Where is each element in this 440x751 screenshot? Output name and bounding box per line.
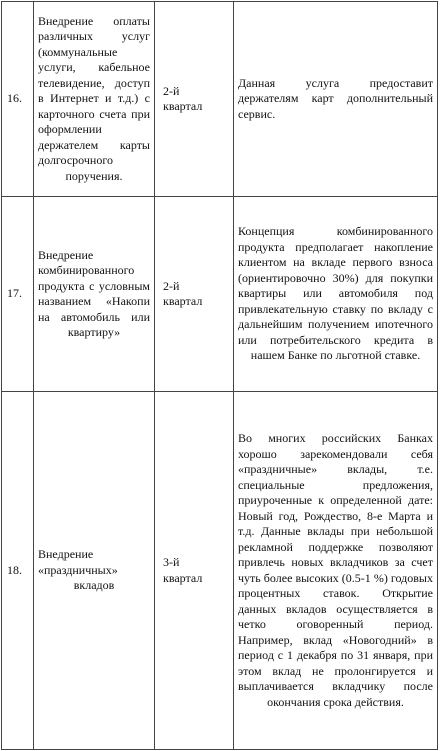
measure-name <box>34 197 155 392</box>
measure-term <box>155 392 234 750</box>
measure-term-text: 2-й квартал <box>163 278 203 308</box>
measure-term-text: 2-й квартал <box>163 83 203 113</box>
measure-description <box>234 2 438 197</box>
table-row <box>2 2 438 197</box>
measure-name <box>34 2 155 197</box>
measure-description-text: Данная услуга предоставит держателям карт дополнительный сервис. <box>238 75 433 121</box>
measure-description <box>234 392 438 750</box>
measure-name-text: Внедрение комбинированного продукта с условным названием «Накопи на автомобиль или квартиру» <box>38 247 150 339</box>
measure-description <box>234 197 438 392</box>
measure-description-text: Во многих российских Банках хорошо зарекомендовали себя «праздничные» вклады, т.е. специальные предложения, приуроченные к определенной дате: Новый год, Рождество, 8-е Марта и т.д. Данные вклады при небольшой рекламной поддержке позволяют привлечь новых вкладчиков за счет чуть более высоких (0.5-1 %) годовых процентных ставок. Открытие данных вкладов осуществляется в четко оговоренный период. Например, вклад «Новогодний» в период с 1 декабря по 31 января, при этом вклад не пролонгируется и выплачивается вкладчику после окончания срока действия. <box>238 431 433 709</box>
table-row <box>2 392 438 750</box>
measures-table <box>1 1 438 750</box>
measure-name-text: Внедрение «праздничных» вкладов <box>38 547 118 593</box>
row-number: 18. <box>2 392 34 750</box>
row-number: 17. <box>2 197 34 392</box>
row-number: 16. <box>2 2 34 197</box>
measure-name <box>34 392 155 750</box>
measure-term-text: 3-й квартал <box>163 555 203 585</box>
table-row <box>2 197 438 392</box>
measure-description-text: Концепция комбинированного продукта предполагает накопление клиентом на вкладе первого взноса (ориентировочно 30%) для покупки квартиры или автомобиля под привлекательную ставку по вкладу с дальнейшим получением ипотечного или потребительского кредита в нашем Банке по льготной ставке. <box>238 224 433 363</box>
measure-term <box>155 197 234 392</box>
measure-term <box>155 2 234 197</box>
measure-name-text: Внедрение оплаты различных услуг (коммунальные услуги, кабельное телевидение, доступ в Интернет и т.д.) с карточного счета при оформлении держателем карты долгосрочного поручения. <box>38 13 150 183</box>
